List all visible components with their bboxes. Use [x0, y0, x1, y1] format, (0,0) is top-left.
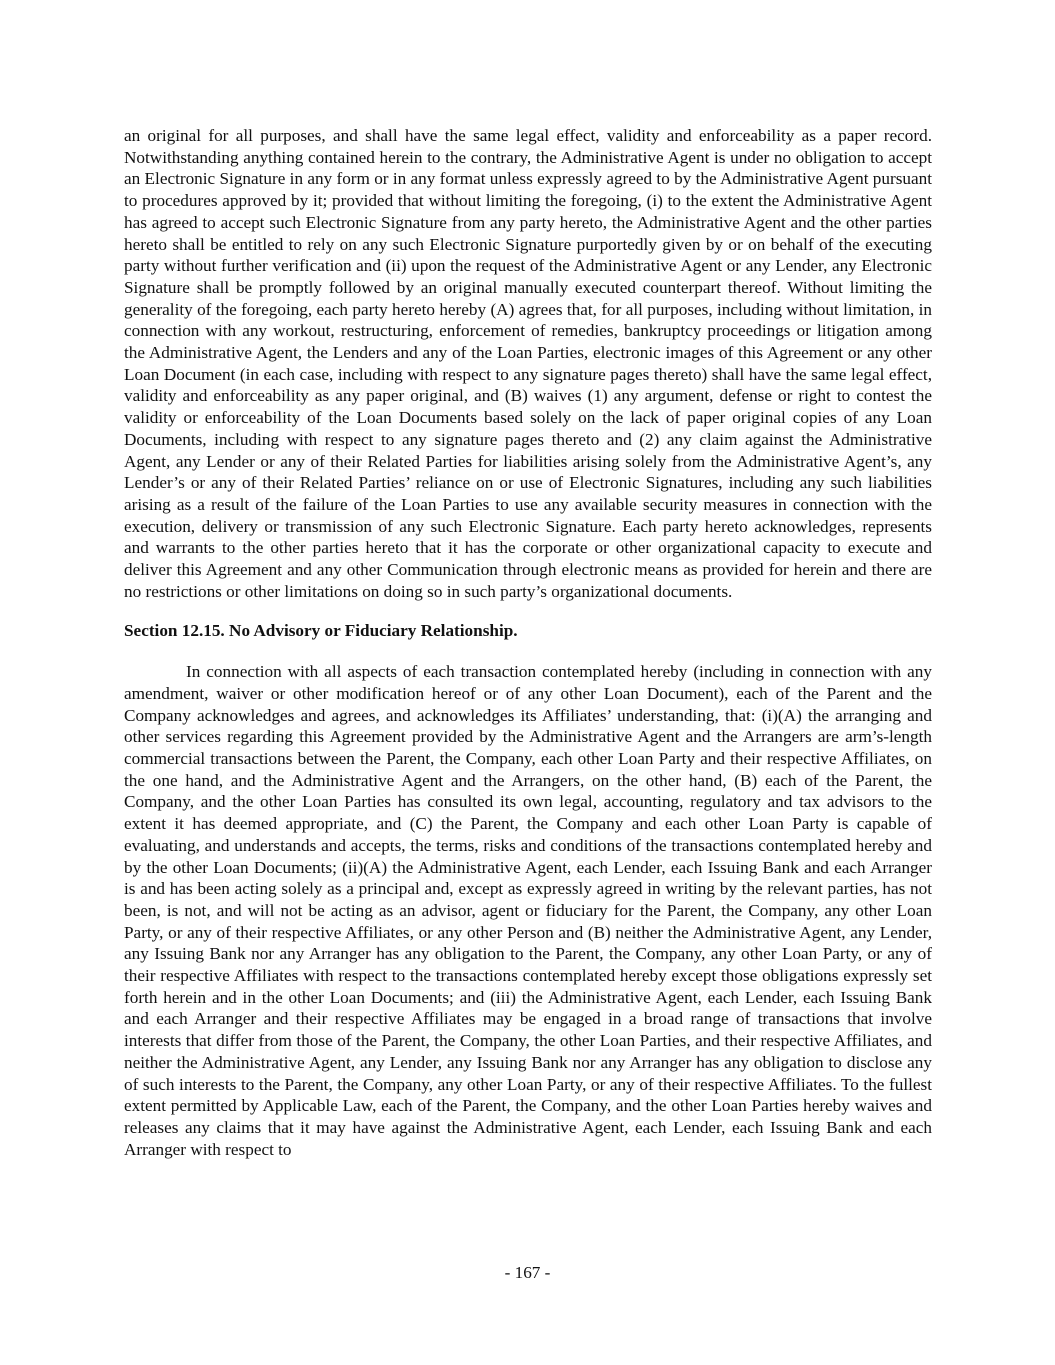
continuation-paragraph: an original for all purposes, and shall have the same legal effect, validity and enforceability as a paper record. Notwithstanding anything contained herein to the contrary, the Administrative Agent is under no obligation to accept an Electronic Signature in any form or in any format unless expressly agreed to by the Administrative Agent pursuant to procedures approved by it; provided that without limiting the foregoing, (i) to the extent the Administrative Agent has agreed to accept such Electronic Signature from any party hereto, the Administrative Agent and the other parties hereto shall be entitled to rely on any such Electronic Signature purportedly given by or on behalf of the executing party without further verification and (ii) upon the request of the Administrative Agent or any Lender, any Electronic Signature shall be promptly followed by an original manually executed counterpart thereof. Without limiting the generality of the foregoing, each party hereto hereby (A) agrees that, for all purposes, including without limitation, in connection with any workout, restructuring, enforcement of remedies, bankruptcy proceedings or litigation among the Administrative Agent, the Lenders and any of the Loan Parties, electronic images of this Agreement or any other Loan Document (in each case, including with respect to any signature pages thereto) shall have the same legal effect, validity and enforceability as any paper original, and (B) waives (1) any argument, defense or right to contest the validity or enforceability of the Loan Documents based solely on the lack of paper original copies of any Loan Documents, including with respect to any signature pages thereto and (2) any claim against the Administrative Agent, any Lender or any of their Related Parties for liabilities arising solely from the Administrative Agent’s, any Lender’s or any of their Related Parties’ reliance on or use of Electronic Signatures, including any such liabilities arising as a result of the failure of the Loan Parties to use any available security measures in connection with the execution, delivery or transmission of any such Electronic Signature. Each party hereto acknowledges, represents and warrants to the other parties hereto that it has the corporate or other organizational capacity to execute and deliver this Agreement and any other Communication through electronic means as provided for herein and there are no restrictions or other limitations on doing so in such party’s organizational documents. [124, 126, 932, 601]
page-number: - 167 - [504, 1263, 551, 1282]
section-heading: Section 12.15. No Advisory or Fiduciary Relationship. [124, 621, 518, 641]
document-page [124, 125, 932, 1160]
section-paragraph: In connection with all aspects of each transaction contemplated hereby (including in connection with any amendment, waiver or other modification hereof or of any other Loan Document), each of the Parent and the Company acknowledges and agrees, and acknowledges its Affiliates’ understanding, that: (i)(A) the arranging and other services regarding this Agreement provided by the Administrative Agent and the Arrangers are arm’s-length commercial transactions between the Parent, the Company, each other Loan Party and their respective Affiliates, on the one hand, and the Administrative Agent and the Arrangers, on the other hand, (B) each of the Parent, the Company, and the other Loan Parties has consulted its own legal, accounting, regulatory and tax advisors to the extent it has deemed appropriate, and (C) the Parent, the Company and each other Loan Party is capable of evaluating, and understands and accepts, the terms, risks and conditions of the transactions contemplated hereby and by the other Loan Documents; (ii)(A) the Administrative Agent, each Lender, each Issuing Bank and each Arranger is and has been acting solely as a principal and, except as expressly agreed in writing by the relevant parties, has not been, is not, and will not be acting as an advisor, agent or fiduciary for the Parent, the Company, any other Loan Party, or any of their respective Affiliates, or any other Person and (B) neither the Administrative Agent, any Lender, any Issuing Bank nor any Arranger has any obligation to the Parent, the Company, any other Loan Party, or any of their respective Affiliates with respect to the transactions contemplated hereby except those obligations expressly set forth herein and in the other Loan Documents; and (iii) the Administrative Agent, each Lender, each Issuing Bank and each Arranger and their respective Affiliates may be engaged in a broad range of transactions that involve interests that differ from those of the Parent, the Company, the other Loan Parties, and their respective Affiliates, and neither the Administrative Agent, any Lender, any Issuing Bank nor any Arranger has any obligation to disclose any of such interests to the Parent, the Company, any other Loan Party, or any of their respective Affiliates. To the fullest extent permitted by Applicable Law, each of the Parent, the Company, and the other Loan Parties hereby waives and releases any claims that it may have against the Administrative Agent, each Lender, each Issuing Bank and each Arranger with respect to [124, 662, 932, 1159]
